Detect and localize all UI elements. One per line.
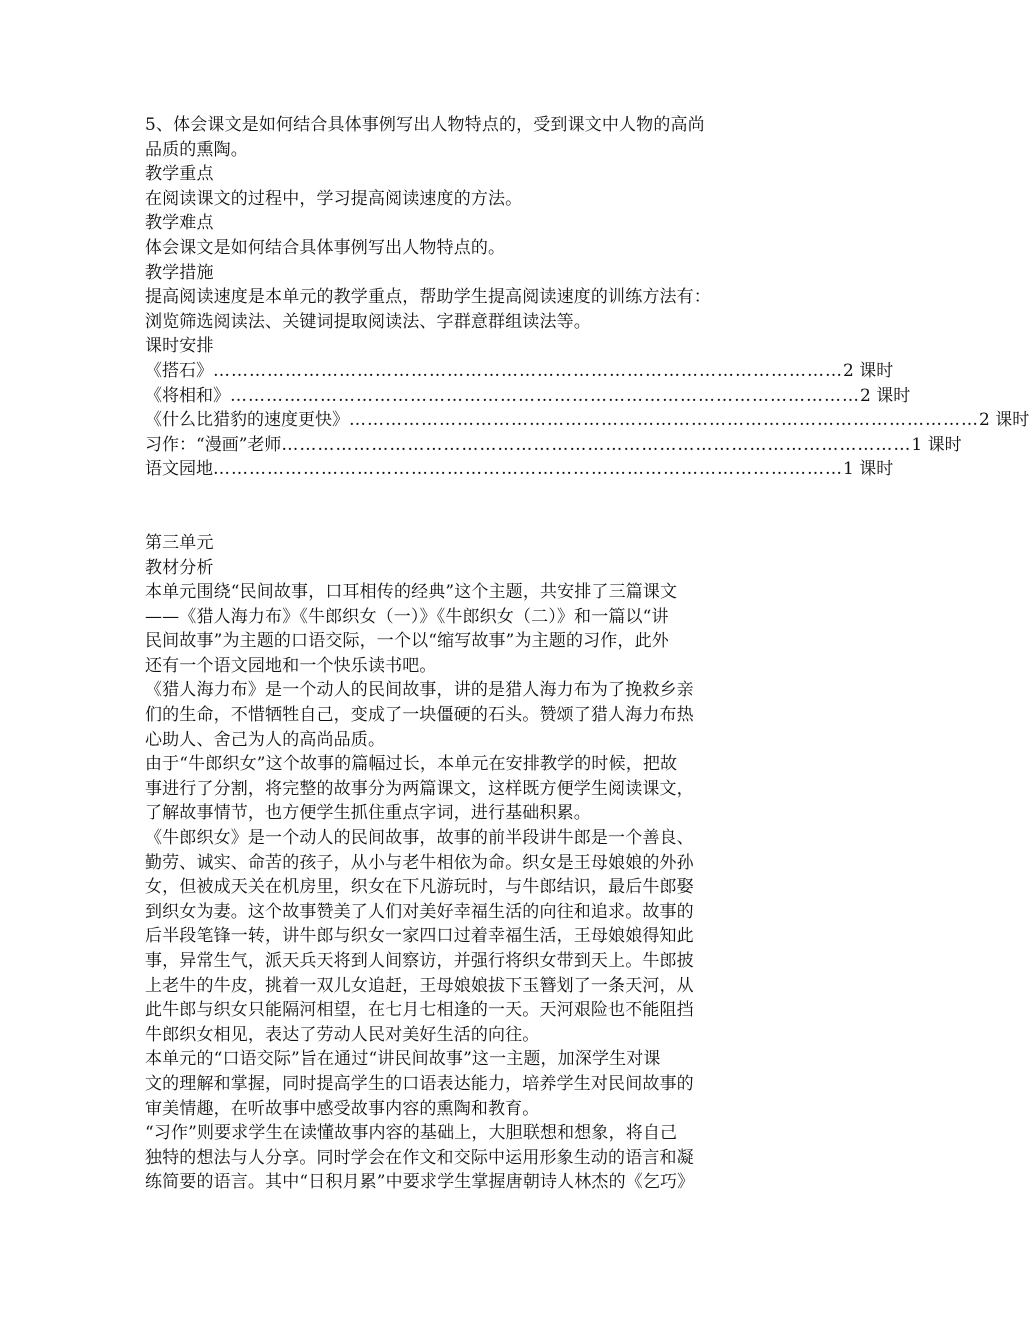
schedule-item-title: 《什么比猎豹的速度更快》 (145, 410, 349, 431)
body-line: 事进行了分割，将完整的故事分为两篇课文，这样既方便学生阅读课文， (145, 778, 694, 799)
schedule-item-hours: 2 课时 (860, 385, 911, 406)
analysis-body (145, 580, 810, 1195)
leader-dots: …………………………………………………………………………………………… (281, 434, 912, 455)
schedule-item-title: 《将相和》 (145, 385, 230, 406)
body-line: 女，但被成天关在机房里，织女在下凡游玩时，与牛郎结识，最后牛郎娶 (145, 877, 694, 898)
schedule-item-hours: 2 课时 (979, 410, 1029, 431)
difficulty-text: 体会课文是如何结合具体事例写出人物特点的。 (145, 237, 506, 258)
body-line: ——《猎人海力布》《牛郎织女（一）》《牛郎织女（二）》和一篇以“讲 (145, 606, 669, 627)
body-line: 牛郎织女相见，表达了劳动人民对美好生活的向往。 (145, 1024, 540, 1045)
leader-dots: …………………………………………………………………………………………… (213, 459, 843, 480)
body-line: 独特的想法与人分享。同时学会在作文和交际中运用形象生动的语言和凝 (145, 1147, 694, 1168)
body-line: 《猎人海力布》是一个动人的民间故事，讲的是猎人海力布为了挽救乡亲 (145, 680, 694, 701)
schedule-item-hours: 1 课时 (843, 459, 894, 480)
analysis-heading: 教材分析 (145, 557, 214, 578)
measures-line: 浏览筛选阅读法、关键词提取阅读法、字群意群组读法等。 (145, 311, 591, 332)
unit-title: 第三单元 (145, 532, 214, 553)
body-line: 由于“牛郎织女”这个故事的篇幅过长，本单元在安排教学的时候，把故 (145, 754, 678, 775)
key-point-heading: 教学重点 (145, 164, 214, 185)
body-line: 本单元的“口语交际”旨在通过“讲民间故事”这一主题，加深学生对课 (145, 1049, 661, 1070)
leader-dots: …………………………………………………………………………………………… (349, 410, 979, 431)
schedule-item (145, 359, 894, 384)
body-line: “习作”则要求学生在读懂故事内容的基础上，大胆联想和想象，将自己 (145, 1123, 678, 1144)
body-line: 民间故事”为主题的口语交际，一个以“缩写故事”为主题的习作，此外 (145, 631, 669, 652)
body-line: 文的理解和掌握，同时提高学生的口语表达能力，培养学生对民间故事的 (145, 1073, 694, 1094)
schedule-item-title: 语文园地 (145, 459, 213, 480)
body-line: 事，异常生气，派天兵天将到人间察访，并强行将织女带到天上。牛郎披 (145, 951, 694, 971)
body-line: 上老牛的牛皮，挑着一双儿女追赶，王母娘娘拔下玉簪划了一条天河，从 (145, 975, 694, 996)
body-line: 本单元围绕“民间故事，口耳相传的经典”这个主题，共安排了三篇课文 (145, 582, 678, 603)
measures-line: 提高阅读速度是本单元的教学重点，帮助学生提高阅读速度的训练方法有： (145, 287, 711, 308)
body-line: 审美情趣，在听故事中感受故事内容的熏陶和教育。 (145, 1098, 540, 1119)
schedule-item-hours: 2 课时 (843, 360, 894, 381)
body-line: 心助人、舍己为人的高尚品质。 (145, 729, 386, 750)
schedule-heading: 课时安排 (145, 336, 214, 357)
schedule-item (145, 408, 1029, 433)
body-line: 练简要的语言。其中“日积月累”中要求学生掌握唐朝诗人林杰的《乞巧》 (145, 1172, 695, 1193)
schedule-item (145, 433, 962, 458)
leader-dots: …………………………………………………………………………………………… (230, 385, 860, 406)
body-line: 勤劳、诚实、命苦的孩子，从小与老牛相依为命。织女是王母娘娘的外孙 (145, 852, 694, 873)
schedule-item-hours: 1 课时 (911, 434, 962, 455)
body-line: 还有一个语文园地和一个快乐读书吧。 (145, 655, 437, 676)
measures-heading: 教学措施 (145, 262, 214, 283)
body-line: 后半段笔锋一转，讲牛郎与织女一家四口过着幸福生活，王母娘娘得知此 (145, 926, 694, 947)
difficulty-heading: 教学难点 (145, 213, 214, 234)
schedule-item (145, 457, 894, 482)
section-spacer (145, 482, 810, 531)
body-line: 《牛郎织女》是一个动人的民间故事，故事的前半段讲牛郎是一个善良、 (145, 828, 694, 849)
schedule-list (145, 359, 1029, 482)
body-line: 了解故事情节，也方便学生抓住重点字词，进行基础积累。 (145, 803, 591, 824)
body-line: 到织女为妻。这个故事赞美了人们对美好幸福生活的向往和追求。故事的 (145, 901, 694, 922)
objective-line: 5、体会课文是如何结合具体事例写出人物特点的，受到课文中人物的高尚 (145, 115, 705, 135)
key-point-text: 在阅读课文的过程中，学习提高阅读速度的方法。 (145, 188, 523, 209)
body-line: 们的生命，不惜牺牲自己，变成了一块僵硬的石头。赞颂了猎人海力布热 (145, 705, 694, 726)
document-page (145, 113, 1029, 1195)
schedule-item (145, 384, 911, 409)
body-line: 此牛郎与织女只能隔河相望，在七月七相逢的一天。天河艰险也不能阻挡 (145, 1000, 694, 1021)
leader-dots: …………………………………………………………………………………………… (213, 360, 843, 381)
objective-line: 品质的熏陶。 (145, 139, 248, 160)
schedule-item-title: 习作：“漫画”老师 (145, 434, 282, 455)
schedule-item-title: 《搭石》 (145, 360, 213, 381)
